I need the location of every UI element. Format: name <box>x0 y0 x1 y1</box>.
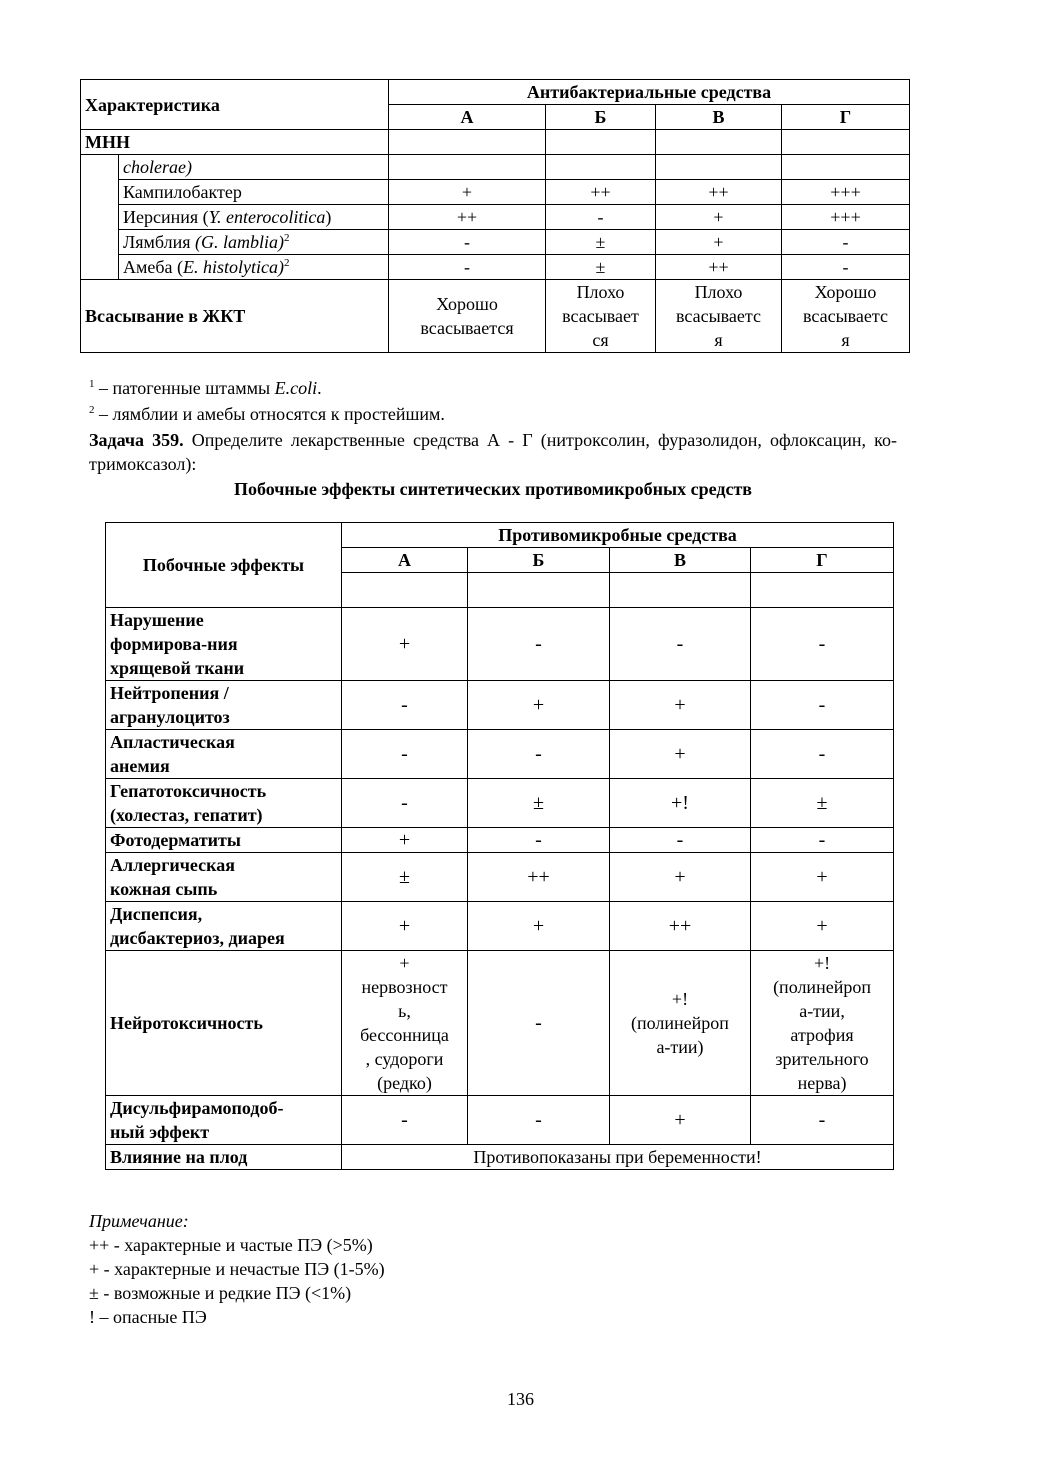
row-label: Лямблия (G. lamblia)$^2$ <box>119 230 389 255</box>
table-row <box>106 1096 894 1145</box>
cell-value: ++ <box>656 255 782 280</box>
cell-value: - <box>342 681 468 730</box>
cell-value: +! (полинейроп а-тии, атрофия зрительного нерва) <box>751 951 894 1096</box>
note-item: + - характерные и нечастые ПЭ (1-5%) <box>89 1259 385 1279</box>
cell-value: - <box>751 828 894 853</box>
cell-value: ± <box>342 853 468 902</box>
col-a: А <box>342 548 468 573</box>
row-cholerae: cholerae) <box>119 155 389 180</box>
cell-value: - <box>751 1096 894 1145</box>
side-effect-label: Нейтропения / агранулоцитоз <box>106 681 342 730</box>
side-effect-label: Гепатотоксичность (холестаз, гепатит) <box>106 779 342 828</box>
cell-value: + <box>751 853 894 902</box>
cell-value: - <box>546 205 656 230</box>
table-row <box>106 902 894 951</box>
cell-value: + <box>610 853 751 902</box>
header-antimicrobial-group: Противомикробные средства <box>342 523 894 548</box>
cell-value: + нервозност ь, бессонница , судороги (редко) <box>342 951 468 1096</box>
table-row <box>106 608 894 681</box>
col-b: Б <box>468 548 610 573</box>
side-effects-table <box>105 522 894 1170</box>
cell-value: - <box>782 230 910 255</box>
table-row <box>106 853 894 902</box>
row-label: Иерсиния (Y. enterocolitica) <box>119 205 389 230</box>
cell-value: + <box>389 180 546 205</box>
table-row <box>106 779 894 828</box>
header-antibacterial-group: Антибактериальные средства <box>389 80 910 105</box>
absorption-a: Хорошо всасывается <box>389 280 546 353</box>
cell-value: +++ <box>782 180 910 205</box>
page-number: 136 <box>507 1389 534 1409</box>
cell-value: +! <box>610 779 751 828</box>
cell-value: ++ <box>610 902 751 951</box>
section-mnn: МНН <box>81 130 389 155</box>
cell-value: + <box>656 205 782 230</box>
note-item: ± - возможные и редкие ПЭ (<1%) <box>89 1283 352 1303</box>
cell-value: ± <box>546 230 656 255</box>
header-characteristic: Характеристика <box>81 80 389 130</box>
cell-value: - <box>468 1096 610 1145</box>
cell-value: ++ <box>468 853 610 902</box>
cell-value: ++ <box>546 180 656 205</box>
side-effect-label: Дисульфирамоподоб- ный эффект <box>106 1096 342 1145</box>
side-effect-label: Фотодерматиты <box>106 828 342 853</box>
cell-value: - <box>610 608 751 681</box>
cell-value: +++ <box>782 205 910 230</box>
cell-value: - <box>342 1096 468 1145</box>
col-v: В <box>610 548 751 573</box>
cell-value: - <box>751 681 894 730</box>
cell-value: - <box>468 951 610 1096</box>
side-effect-label: Нейротоксичность <box>106 951 342 1096</box>
absorption-label: Всасывание в ЖКТ <box>81 280 389 353</box>
table-row <box>106 951 894 1096</box>
task-statement: Задача 359. Определите лекарственные средства А - Г (нитроксолин, фуразолидон, офлоксацин, ко-тримоксазол): <box>89 430 897 474</box>
table2-title: Побочные эффекты синтетических противомикробных средств <box>233 479 753 499</box>
note-item: ! – опасные ПЭ <box>89 1307 207 1327</box>
cell-value: +! (полинейроп а-тии) <box>610 951 751 1096</box>
note-item: ++ - характерные и частые ПЭ (>5%) <box>89 1235 373 1255</box>
cell-value: - <box>468 828 610 853</box>
cell-value: + <box>342 828 468 853</box>
table-row <box>106 828 894 853</box>
col-g: Г <box>751 548 894 573</box>
cell-value: ± <box>546 255 656 280</box>
row-label: Кампилобактер <box>119 180 389 205</box>
cell-value: ++ <box>389 205 546 230</box>
table-row <box>106 730 894 779</box>
cell-value: + <box>610 730 751 779</box>
cell-value: + <box>342 608 468 681</box>
cell-value: + <box>610 1096 751 1145</box>
cell-value: + <box>468 681 610 730</box>
cell-value: + <box>468 902 610 951</box>
table-row <box>106 681 894 730</box>
fetus-label: Влияние на плод <box>106 1145 342 1170</box>
notes-title: Примечание: <box>89 1211 189 1231</box>
cell-value: - <box>342 779 468 828</box>
indent-cell <box>81 155 119 280</box>
side-effect-label: Аллергическая кожная сыпь <box>106 853 342 902</box>
absorption-g: Хорошо всасываетс я <box>782 280 910 353</box>
cell-value: - <box>782 255 910 280</box>
cell-value: + <box>751 902 894 951</box>
cell-value: - <box>389 255 546 280</box>
absorption-b: Плохо всасывает ся <box>546 280 656 353</box>
col-b: Б <box>546 105 656 130</box>
cell-value: - <box>751 608 894 681</box>
cell-value: - <box>610 828 751 853</box>
cell-value: - <box>468 608 610 681</box>
absorption-v: Плохо всасываетс я <box>656 280 782 353</box>
cell-value: + <box>610 681 751 730</box>
cell-value: ± <box>468 779 610 828</box>
cell-value: + <box>656 230 782 255</box>
footnote-2: $^2$ – лямблии и амебы относятся к простейшим. <box>89 404 445 424</box>
row-label: Амеба (E. histolytica)$^2$ <box>119 255 389 280</box>
antibacterial-table <box>80 79 910 353</box>
cell-value: - <box>751 730 894 779</box>
cell-value: ++ <box>656 180 782 205</box>
cell-value: + <box>342 902 468 951</box>
header-side-effects: Побочные эффекты <box>106 523 342 608</box>
footnote-1: $^1$ – патогенные штаммы E.coli. <box>89 378 322 398</box>
cell-value: ± <box>751 779 894 828</box>
side-effect-label: Нарушение формирова-ния хрящевой ткани <box>106 608 342 681</box>
side-effect-label: Диспепсия, дисбактериоз, диарея <box>106 902 342 951</box>
side-effect-label: Апластическая анемия <box>106 730 342 779</box>
cell-value: - <box>468 730 610 779</box>
col-v: В <box>656 105 782 130</box>
col-g: Г <box>782 105 910 130</box>
col-a: А <box>389 105 546 130</box>
cell-value: - <box>389 230 546 255</box>
fetus-value: Противопоказаны при беременности! <box>342 1145 894 1170</box>
cell-value: - <box>342 730 468 779</box>
